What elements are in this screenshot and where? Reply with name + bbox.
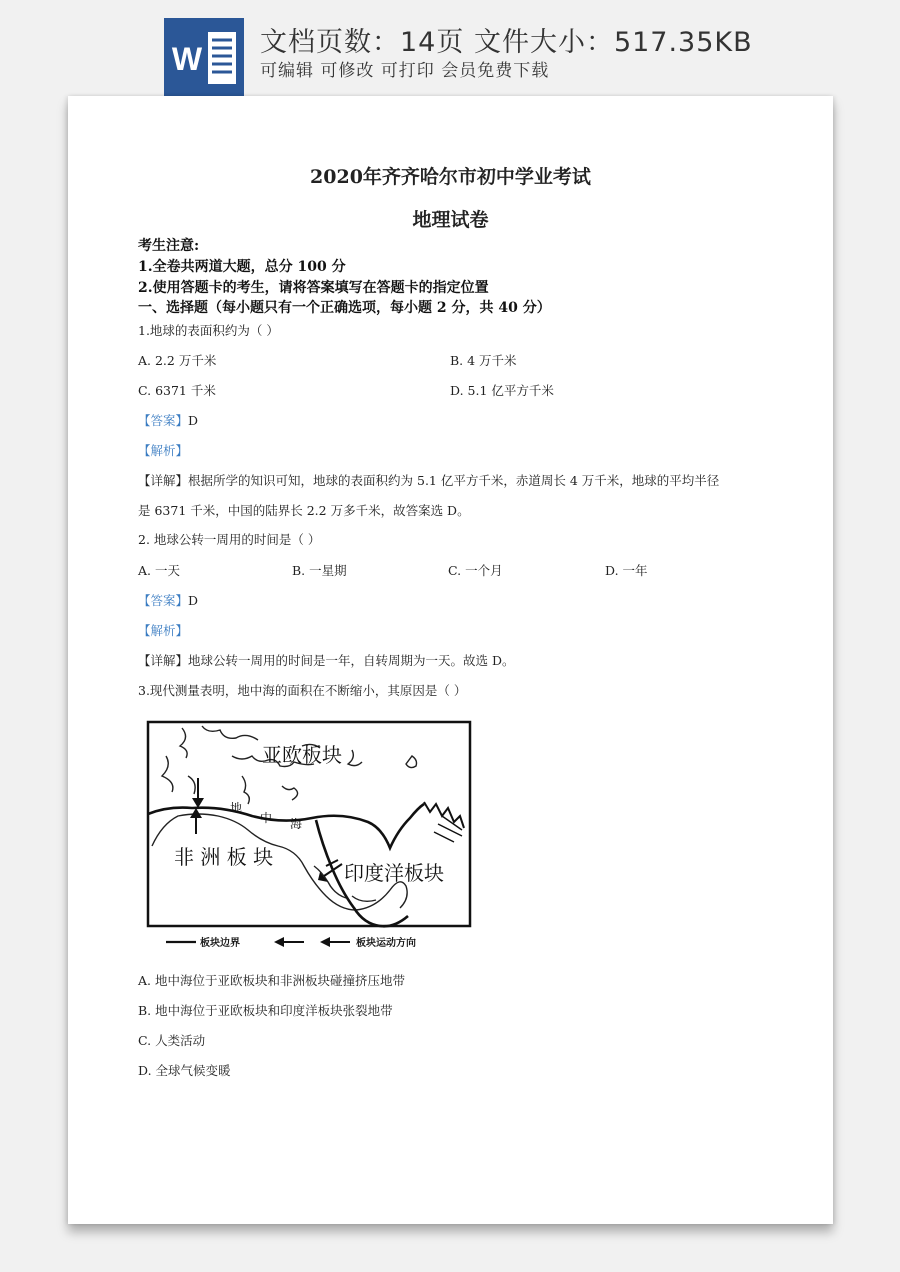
sea-label-3: 海: [290, 817, 303, 831]
plate-boundary-map: [142, 716, 477, 954]
question-1-option-b: B. 4 万千米: [450, 353, 517, 368]
question-3-option-c: C. 人类活动: [138, 1033, 206, 1048]
notice-heading: 考生注意:: [138, 238, 200, 254]
indian-plate-label: 印度洋板块: [344, 861, 444, 885]
answer-tag: 【答案】: [138, 413, 189, 428]
question-1-detail-line-2: 是 6371 千米，中国的陆界长 2.2 万多千米，故答案选 D。: [138, 503, 470, 518]
word-icon-letter: W: [171, 41, 203, 77]
question-3-stem: 3.现代测量表明，地中海的面积在不断缩小，其原因是（ ）: [138, 683, 467, 698]
legend-arrow-2: [320, 937, 330, 947]
legend-boundary-label: 板块边界: [200, 938, 240, 949]
notice-item-2: 2.使用答题卡的考生，请将答案填写在答题卡的指定位置: [138, 280, 489, 296]
legend-motion-label: 板块运动方向: [356, 938, 416, 949]
question-2-answer: [138, 591, 198, 609]
detail-tag: 【详解】: [138, 473, 189, 488]
question-3-option-a: A. 地中海位于亚欧板块和非洲板块碰撞挤压地带: [138, 973, 405, 988]
exam-title: 2020年齐齐哈尔市初中学业考试: [310, 166, 591, 188]
legend-arrow-1: [274, 937, 284, 947]
question-1-stem: 1.地球的表面积约为（ ）: [138, 323, 279, 338]
africa-plate-label: 非 洲 板 块: [174, 845, 274, 869]
question-2-stem: 2. 地球公转一周用的时间是（ ）: [138, 532, 321, 547]
question-3-option-d: D. 全球气候变暖: [138, 1063, 231, 1078]
exam-subtitle: 地理试卷: [412, 209, 489, 231]
question-2-option-d: D. 一年: [605, 563, 648, 578]
eurasia-plate-label: 亚欧板块: [262, 743, 342, 767]
question-1-answer: [138, 411, 198, 429]
question-2-analysis-tag: 【解析】: [138, 623, 189, 638]
question-3-option-b: B. 地中海位于亚欧板块和印度洋板块张裂地带: [138, 1003, 393, 1018]
sea-label-1: 地: [230, 801, 243, 815]
question-1-detail-line-1: 【详解】根据所学的知识可知，地球的表面积约为 5.1 亿平方千米，赤道周长 4 万千米，地球的平均半径: [138, 473, 720, 488]
doc-info-title: 文档页数：14页 文件大小：517.35KB: [260, 27, 753, 58]
question-1-option-c: C. 6371 千米: [138, 383, 216, 398]
question-1-option-d: D. 5.1 亿平方千米: [450, 383, 554, 398]
question-2-option-a: A. 一天: [138, 563, 180, 578]
question-1-option-a: A. 2.2 万千米: [138, 353, 217, 368]
section-heading: 一、选择题（每小题只有一个正确选项，每小题 2 分，共 40 分）: [138, 300, 551, 316]
answer-value: D: [188, 413, 199, 428]
question-1-analysis-tag: 【解析】: [138, 443, 189, 458]
question-2-detail: 【详解】地球公转一周用的时间是一年，自转周期为一天。故选 D。: [138, 653, 515, 668]
download-banner: [0, 0, 900, 96]
detail-tag: 【详解】: [138, 653, 189, 668]
answer-tag: 【答案】: [138, 593, 189, 608]
question-2-option-b: B. 一星期: [292, 563, 347, 578]
question-2-option-c: C. 一个月: [448, 563, 503, 578]
doc-info-subtitle: 可编辑 可修改 可打印 会员免费下载: [260, 61, 550, 81]
document-page: [68, 96, 833, 1224]
word-document-icon: [164, 18, 244, 96]
sea-label-2: 中: [260, 811, 273, 825]
answer-value: D: [188, 593, 199, 608]
notice-item-1: 1.全卷共两道大题，总分 100 分: [138, 259, 346, 275]
